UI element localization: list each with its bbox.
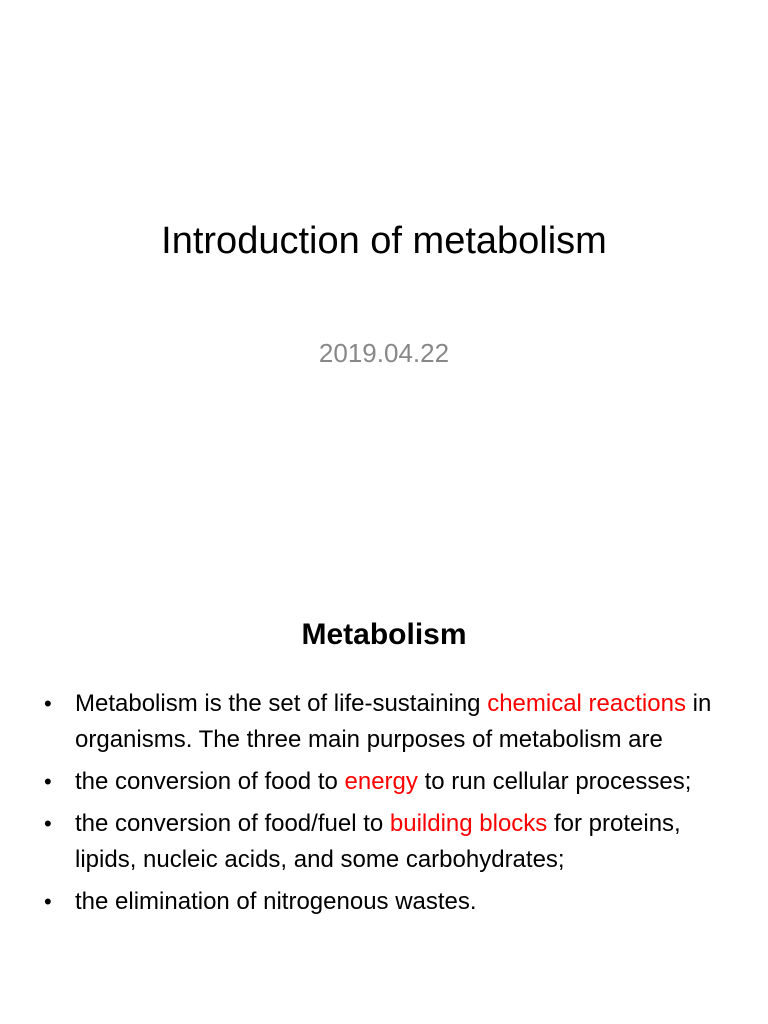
highlighted-term: building blocks	[389, 810, 548, 837]
bullet-text: the conversion of food to	[75, 768, 345, 795]
presentation-date: 2019.04.22	[318, 338, 450, 368]
highlighted-term: energy	[344, 768, 418, 795]
bullet-text: in organisms. The three main purposes of metabolism are	[75, 690, 712, 753]
bullet-text: Metabolism is the set of life-sustaining	[75, 690, 488, 717]
bullet-text: to run cellular processes;	[417, 768, 692, 795]
bullet-list	[44, 686, 734, 926]
bullet-text: the elimination of nitrogenous wastes.	[75, 888, 477, 915]
slide-title: Metabolism	[301, 618, 467, 651]
content-slide	[0, 576, 768, 1024]
bullet-item	[44, 884, 734, 920]
bullet-icon: •	[44, 889, 52, 914]
bullet-text: the conversion of food/fuel to	[75, 810, 390, 837]
bullet-icon: •	[44, 811, 52, 836]
bullet-icon: •	[44, 691, 52, 716]
bullet-item	[44, 686, 734, 758]
presentation-title: Introduction of metabolism	[161, 220, 607, 262]
bullet-item	[44, 806, 734, 878]
bullet-item	[44, 764, 734, 800]
highlighted-term: chemical reactions	[487, 690, 686, 717]
bullet-text: for proteins, lipids, nucleic acids, and some carbohydrates;	[75, 810, 681, 873]
bullet-icon: •	[44, 769, 52, 794]
